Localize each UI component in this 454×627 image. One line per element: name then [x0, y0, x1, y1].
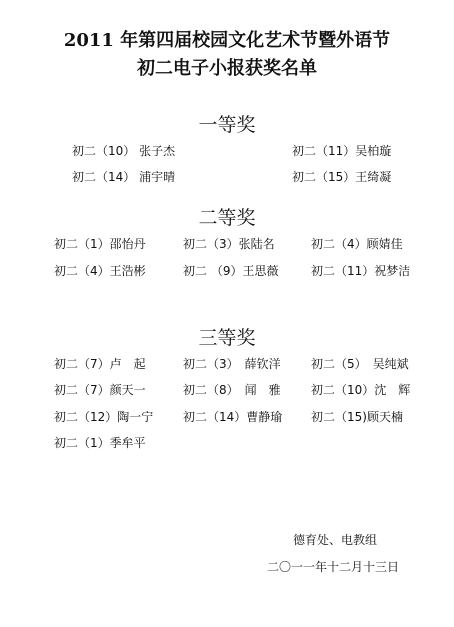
section-heading-second-prize: 二等奖	[198, 207, 256, 229]
section-heading-first-prize: 一等奖	[198, 114, 256, 136]
section-heading-third-prize: 三等奖	[198, 327, 256, 349]
second-prize-entry: 初二（3）张陆名	[183, 237, 275, 251]
third-prize-entry: 初二（7）颜天一	[54, 383, 146, 397]
third-prize-entry: 初二（8） 闻 雅	[183, 383, 281, 397]
second-prize-entry: 初二 （9）王思薇	[183, 264, 279, 278]
third-prize-entry: 初二（10）沈 辉	[311, 383, 411, 397]
second-prize-entry: 初二（4）顾婧佳	[311, 237, 403, 251]
third-prize-entry: 初二（3） 薛钦洋	[183, 357, 281, 371]
third-prize-entry: 初二（1）季牟平	[54, 436, 146, 450]
third-prize-entry: 初二（12）陶一宁	[54, 410, 154, 424]
issue-date: 二〇一一年十二月十三日	[267, 560, 400, 574]
document-title-line-1: 2011 年第四届校园文化艺术节暨外语节	[63, 30, 391, 51]
third-prize-entry: 初二（7）卢 起	[54, 357, 146, 371]
first-prize-entry: 初二（14） 浦宇晴	[72, 170, 176, 184]
second-prize-entry: 初二（11）祝梦洁	[311, 264, 411, 278]
third-prize-entry: 初二（5） 吴纯斌	[311, 357, 409, 371]
document-title-line-2: 初二电子小报获奖名单	[137, 58, 317, 79]
second-prize-entry: 初二（4）王浩彬	[54, 264, 146, 278]
first-prize-entry: 初二（10） 张子杰	[72, 144, 176, 158]
first-prize-entry: 初二（15）王绮凝	[292, 170, 392, 184]
first-prize-entry: 初二（11）吴柏璇	[292, 144, 392, 158]
second-prize-entry: 初二（1）邵怡丹	[54, 237, 146, 251]
third-prize-entry: 初二（15)顾天楠	[311, 410, 403, 424]
third-prize-entry: 初二（14）曹静瑜	[183, 410, 283, 424]
issuer-signature: 德育处、电教组	[293, 533, 378, 547]
